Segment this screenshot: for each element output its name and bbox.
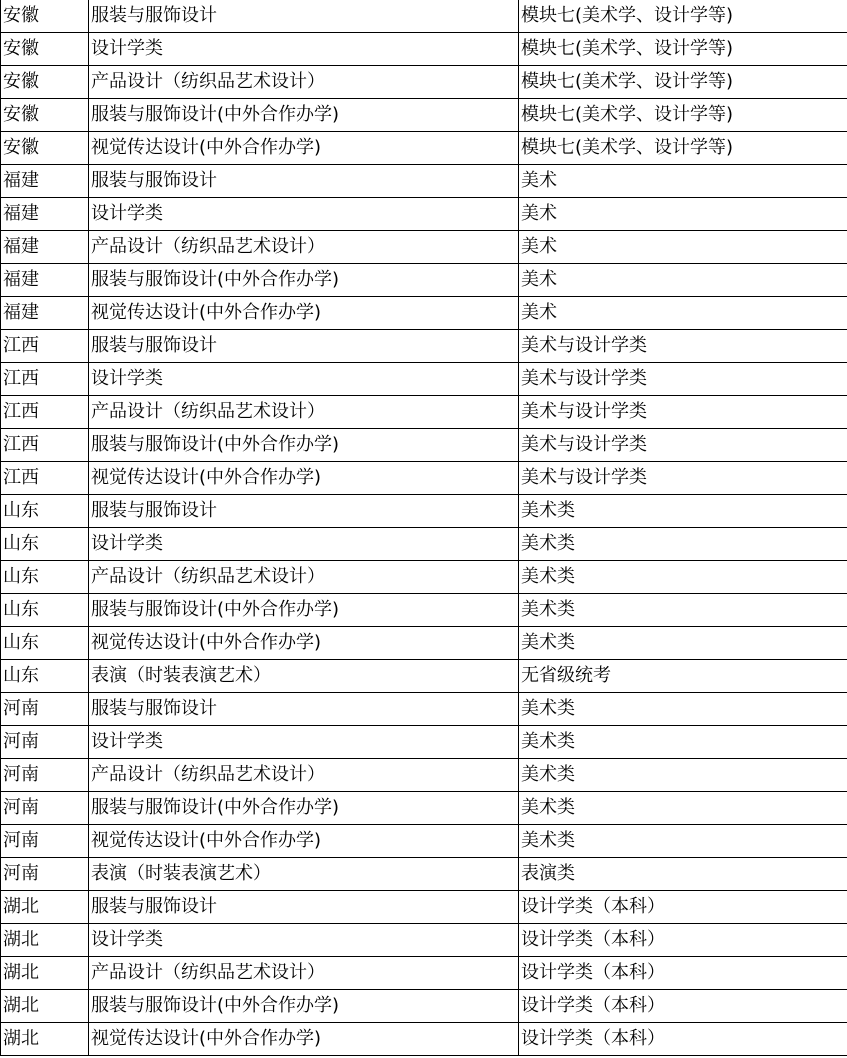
province-cell: 山东: [1, 660, 89, 693]
major-cell: 产品设计（纺织品艺术设计）: [89, 66, 519, 99]
province-cell: 福建: [1, 231, 89, 264]
major-cell: 视觉传达设计(中外合作办学): [89, 132, 519, 165]
exam-category-cell: 美术类: [519, 561, 847, 594]
province-cell: 河南: [1, 858, 89, 891]
major-cell: 服装与服饰设计(中外合作办学): [89, 594, 519, 627]
major-cell: 产品设计（纺织品艺术设计）: [89, 759, 519, 792]
province-cell: 安徽: [1, 66, 89, 99]
major-cell: 视觉传达设计(中外合作办学): [89, 462, 519, 495]
exam-category-cell: 美术: [519, 264, 847, 297]
table-row: [1, 132, 847, 165]
major-cell: 视觉传达设计(中外合作办学): [89, 627, 519, 660]
major-cell: 服装与服饰设计: [89, 495, 519, 528]
exam-category-cell: 美术类: [519, 495, 847, 528]
table-row: [1, 594, 847, 627]
province-cell: 湖北: [1, 1023, 89, 1056]
major-cell: 视觉传达设计(中外合作办学): [89, 825, 519, 858]
province-cell: 江西: [1, 429, 89, 462]
table-row: [1, 363, 847, 396]
table-row: [1, 759, 847, 792]
exam-category-cell: 美术与设计学类: [519, 396, 847, 429]
exam-category-cell: 美术类: [519, 825, 847, 858]
exam-category-cell: 表演类: [519, 858, 847, 891]
major-cell: 服装与服饰设计(中外合作办学): [89, 990, 519, 1023]
exam-category-cell: 美术与设计学类: [519, 462, 847, 495]
table-row: [1, 924, 847, 957]
province-cell: 安徽: [1, 33, 89, 66]
table-row: [1, 726, 847, 759]
table-body: [1, 0, 847, 1056]
province-cell: 福建: [1, 198, 89, 231]
province-cell: 湖北: [1, 924, 89, 957]
table-row: [1, 825, 847, 858]
province-cell: 河南: [1, 726, 89, 759]
province-cell: 山东: [1, 495, 89, 528]
province-cell: 安徽: [1, 132, 89, 165]
table-row: [1, 429, 847, 462]
exam-category-cell: 美术类: [519, 627, 847, 660]
table-row: [1, 990, 847, 1023]
major-cell: 服装与服饰设计(中外合作办学): [89, 792, 519, 825]
table-row: [1, 165, 847, 198]
exam-category-cell: 美术类: [519, 528, 847, 561]
exam-category-cell: 模块七(美术学、设计学等): [519, 132, 847, 165]
major-cell: 服装与服饰设计: [89, 891, 519, 924]
province-cell: 江西: [1, 363, 89, 396]
exam-category-cell: 模块七(美术学、设计学等): [519, 0, 847, 33]
province-cell: 河南: [1, 759, 89, 792]
table-row: [1, 66, 847, 99]
major-cell: 设计学类: [89, 33, 519, 66]
major-cell: 表演（时装表演艺术）: [89, 660, 519, 693]
major-cell: 设计学类: [89, 726, 519, 759]
exam-category-cell: 美术类: [519, 594, 847, 627]
table-row: [1, 396, 847, 429]
province-cell: 河南: [1, 693, 89, 726]
table-row: [1, 0, 847, 33]
province-cell: 安徽: [1, 99, 89, 132]
exam-category-cell: 美术类: [519, 693, 847, 726]
major-cell: 服装与服饰设计(中外合作办学): [89, 264, 519, 297]
table-row: [1, 627, 847, 660]
exam-category-cell: 美术类: [519, 792, 847, 825]
table-row: [1, 198, 847, 231]
province-cell: 湖北: [1, 891, 89, 924]
major-cell: 视觉传达设计(中外合作办学): [89, 297, 519, 330]
major-cell: 服装与服饰设计: [89, 330, 519, 363]
table-row: [1, 330, 847, 363]
exam-category-cell: 模块七(美术学、设计学等): [519, 33, 847, 66]
table-row: [1, 858, 847, 891]
exam-category-cell: 设计学类（本科）: [519, 924, 847, 957]
major-cell: 设计学类: [89, 363, 519, 396]
major-cell: 产品设计（纺织品艺术设计）: [89, 396, 519, 429]
province-cell: 福建: [1, 165, 89, 198]
major-cell: 服装与服饰设计: [89, 693, 519, 726]
major-cell: 服装与服饰设计: [89, 165, 519, 198]
exam-category-cell: 模块七(美术学、设计学等): [519, 99, 847, 132]
major-cell: 服装与服饰设计: [89, 0, 519, 33]
major-cell: 设计学类: [89, 198, 519, 231]
table-row: [1, 528, 847, 561]
exam-category-cell: 设计学类（本科）: [519, 1023, 847, 1056]
province-cell: 安徽: [1, 0, 89, 33]
province-cell: 福建: [1, 297, 89, 330]
exam-category-cell: 设计学类（本科）: [519, 957, 847, 990]
table-row: [1, 561, 847, 594]
major-cell: 产品设计（纺织品艺术设计）: [89, 231, 519, 264]
province-cell: 山东: [1, 528, 89, 561]
exam-category-cell: 美术与设计学类: [519, 330, 847, 363]
table-row: [1, 891, 847, 924]
province-cell: 山东: [1, 627, 89, 660]
table-row: [1, 792, 847, 825]
exam-category-cell: 美术类: [519, 759, 847, 792]
table-row: [1, 957, 847, 990]
table-row: [1, 660, 847, 693]
major-cell: 设计学类: [89, 924, 519, 957]
major-cell: 产品设计（纺织品艺术设计）: [89, 957, 519, 990]
exam-category-cell: 美术: [519, 231, 847, 264]
exam-category-cell: 设计学类（本科）: [519, 891, 847, 924]
table-row: [1, 231, 847, 264]
major-cell: 设计学类: [89, 528, 519, 561]
exam-category-cell: 美术: [519, 165, 847, 198]
major-cell: 产品设计（纺织品艺术设计）: [89, 561, 519, 594]
province-cell: 河南: [1, 825, 89, 858]
major-cell: 视觉传达设计(中外合作办学): [89, 1023, 519, 1056]
exam-category-cell: 设计学类（本科）: [519, 990, 847, 1023]
major-cell: 服装与服饰设计(中外合作办学): [89, 429, 519, 462]
table-row: [1, 99, 847, 132]
major-cell: 表演（时装表演艺术）: [89, 858, 519, 891]
province-cell: 江西: [1, 462, 89, 495]
exam-category-cell: 美术: [519, 297, 847, 330]
table-row: [1, 264, 847, 297]
exam-category-cell: 美术类: [519, 726, 847, 759]
province-cell: 湖北: [1, 957, 89, 990]
exam-category-cell: 美术与设计学类: [519, 429, 847, 462]
table-row: [1, 297, 847, 330]
province-cell: 福建: [1, 264, 89, 297]
province-cell: 江西: [1, 396, 89, 429]
major-cell: 服装与服饰设计(中外合作办学): [89, 99, 519, 132]
table-row: [1, 495, 847, 528]
exam-category-cell: 美术与设计学类: [519, 363, 847, 396]
table-row: [1, 33, 847, 66]
table-row: [1, 1023, 847, 1056]
province-cell: 山东: [1, 594, 89, 627]
exam-category-cell: 无省级统考: [519, 660, 847, 693]
exam-category-cell: 模块七(美术学、设计学等): [519, 66, 847, 99]
table-row: [1, 462, 847, 495]
table-row: [1, 693, 847, 726]
province-cell: 湖北: [1, 990, 89, 1023]
province-cell: 河南: [1, 792, 89, 825]
province-cell: 山东: [1, 561, 89, 594]
province-cell: 江西: [1, 330, 89, 363]
exam-category-cell: 美术: [519, 198, 847, 231]
